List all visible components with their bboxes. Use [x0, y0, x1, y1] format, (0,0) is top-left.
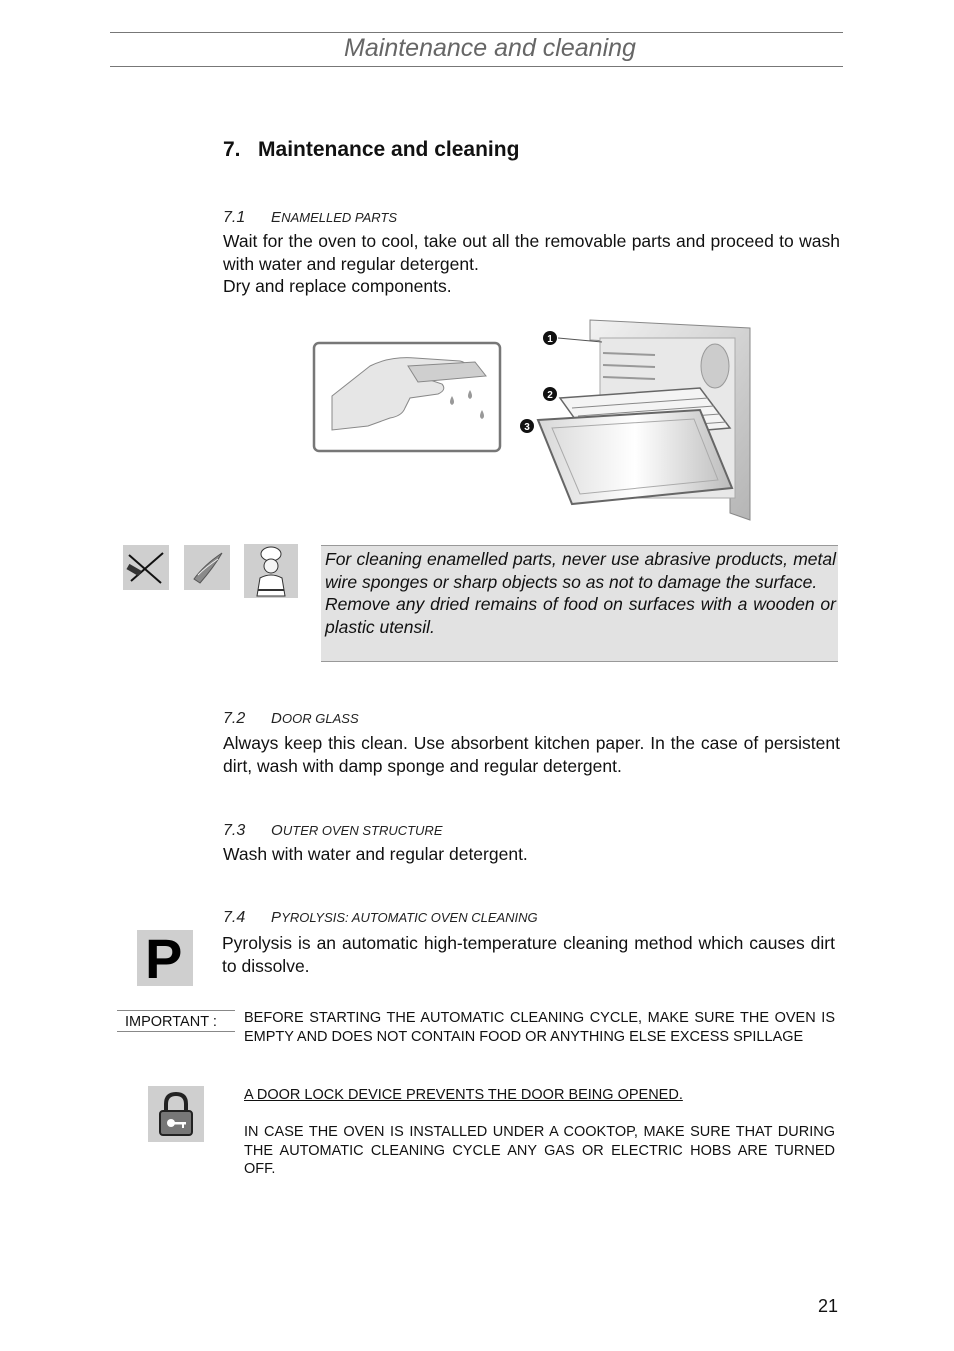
paragraph: Wait for the oven to cool, take out all the removable parts and proceed to wash with water and regular detergent. — [223, 231, 840, 274]
callout-2 — [543, 387, 557, 401]
page-number: 21 — [818, 1296, 839, 1316]
svg-text:1: 1 — [547, 334, 553, 345]
hand-sponge-inset — [314, 343, 500, 451]
header-bottom-rule — [110, 66, 843, 67]
door-lock-note — [244, 1086, 835, 1179]
section-body-enamelled — [223, 230, 840, 298]
section-title-initial: D — [271, 710, 283, 727]
section-number: 7.2 — [223, 710, 246, 727]
section-title-rest: UTER OVEN STRUCTURE — [282, 823, 443, 838]
pyrolysis-letter: P — [145, 927, 183, 990]
section-number: 7.3 — [223, 822, 246, 839]
svg-text:2: 2 — [547, 390, 553, 401]
svg-text:3: 3 — [524, 422, 530, 433]
paragraph: Always keep this clean. Use absorbent kitchen paper. In the case of persistent dirt, wash with damp sponge and regular detergent. — [223, 733, 840, 776]
section-title-rest: YROLYSIS: AUTOMATIC OVEN CLEANING — [281, 910, 538, 925]
section-number: 7.1 — [223, 209, 246, 226]
section-heading-door-glass — [223, 710, 359, 728]
section-title-initial: O — [271, 822, 283, 839]
section-body-pyrolysis — [222, 932, 835, 977]
pyrolysis-p-icon — [137, 927, 193, 990]
section-body-door-glass — [223, 732, 840, 777]
section-title-rest: NAMELLED PARTS — [281, 210, 398, 225]
warning-note-box — [321, 545, 838, 662]
warning-text: Remove any dried remains of food on surfaces with a wooden or plastic utensil. — [325, 594, 836, 637]
section-heading-pyrolysis — [223, 909, 538, 927]
important-text: BEFORE STARTING THE AUTOMATIC CLEANING CYCLE, MAKE SURE THE OVEN IS EMPTY AND DOES NOT CONTAIN FOOD OR ANYTHING ELSE EXCESS SPILLAGE — [244, 1010, 835, 1045]
section-number: 7.4 — [223, 909, 246, 926]
paragraph: Wash with water and regular detergent. — [223, 844, 528, 864]
no-wire-sponge-icon — [184, 545, 230, 595]
section-title-initial: P — [271, 909, 282, 926]
page-header-title: Maintenance and cleaning — [344, 34, 636, 62]
chapter-title: 7. Maintenance and cleaning — [223, 138, 520, 161]
warning-text: For cleaning enamelled parts, never use abrasive products, metal wire sponges or sharp objects so as not to damage the surface. — [325, 549, 836, 592]
paragraph: Dry and replace components. — [223, 276, 452, 296]
section-title-rest: OOR GLASS — [282, 711, 359, 726]
section-title-initial: E — [271, 209, 282, 226]
door-lock-line: A DOOR LOCK DEVICE PREVENTS THE DOOR BEING OPENED. — [244, 1087, 683, 1103]
oven-cavity-drawing — [538, 320, 750, 520]
cooktop-warning: IN CASE THE OVEN IS INSTALLED UNDER A COOKTOP, MAKE SURE THAT DURING THE AUTOMATIC CLEANING CYCLE ANY GAS OR ELECTRIC HOBS ARE TURNED OFF. — [244, 1124, 835, 1177]
no-sharp-objects-icon — [123, 545, 169, 595]
section-heading-enamelled — [223, 209, 397, 227]
section-body-outer-structure — [223, 843, 840, 866]
section-heading-outer-structure — [223, 822, 443, 840]
chef-icon — [244, 544, 298, 603]
header-top-rule — [110, 32, 843, 33]
callout-3 — [520, 419, 534, 433]
cleaning-illustration — [310, 318, 760, 523]
important-label: IMPORTANT : — [117, 1010, 235, 1032]
paragraph: Pyrolysis is an automatic high-temperature cleaning method which causes dirt to dissolve. — [222, 933, 835, 976]
door-lock-icon — [148, 1086, 204, 1147]
